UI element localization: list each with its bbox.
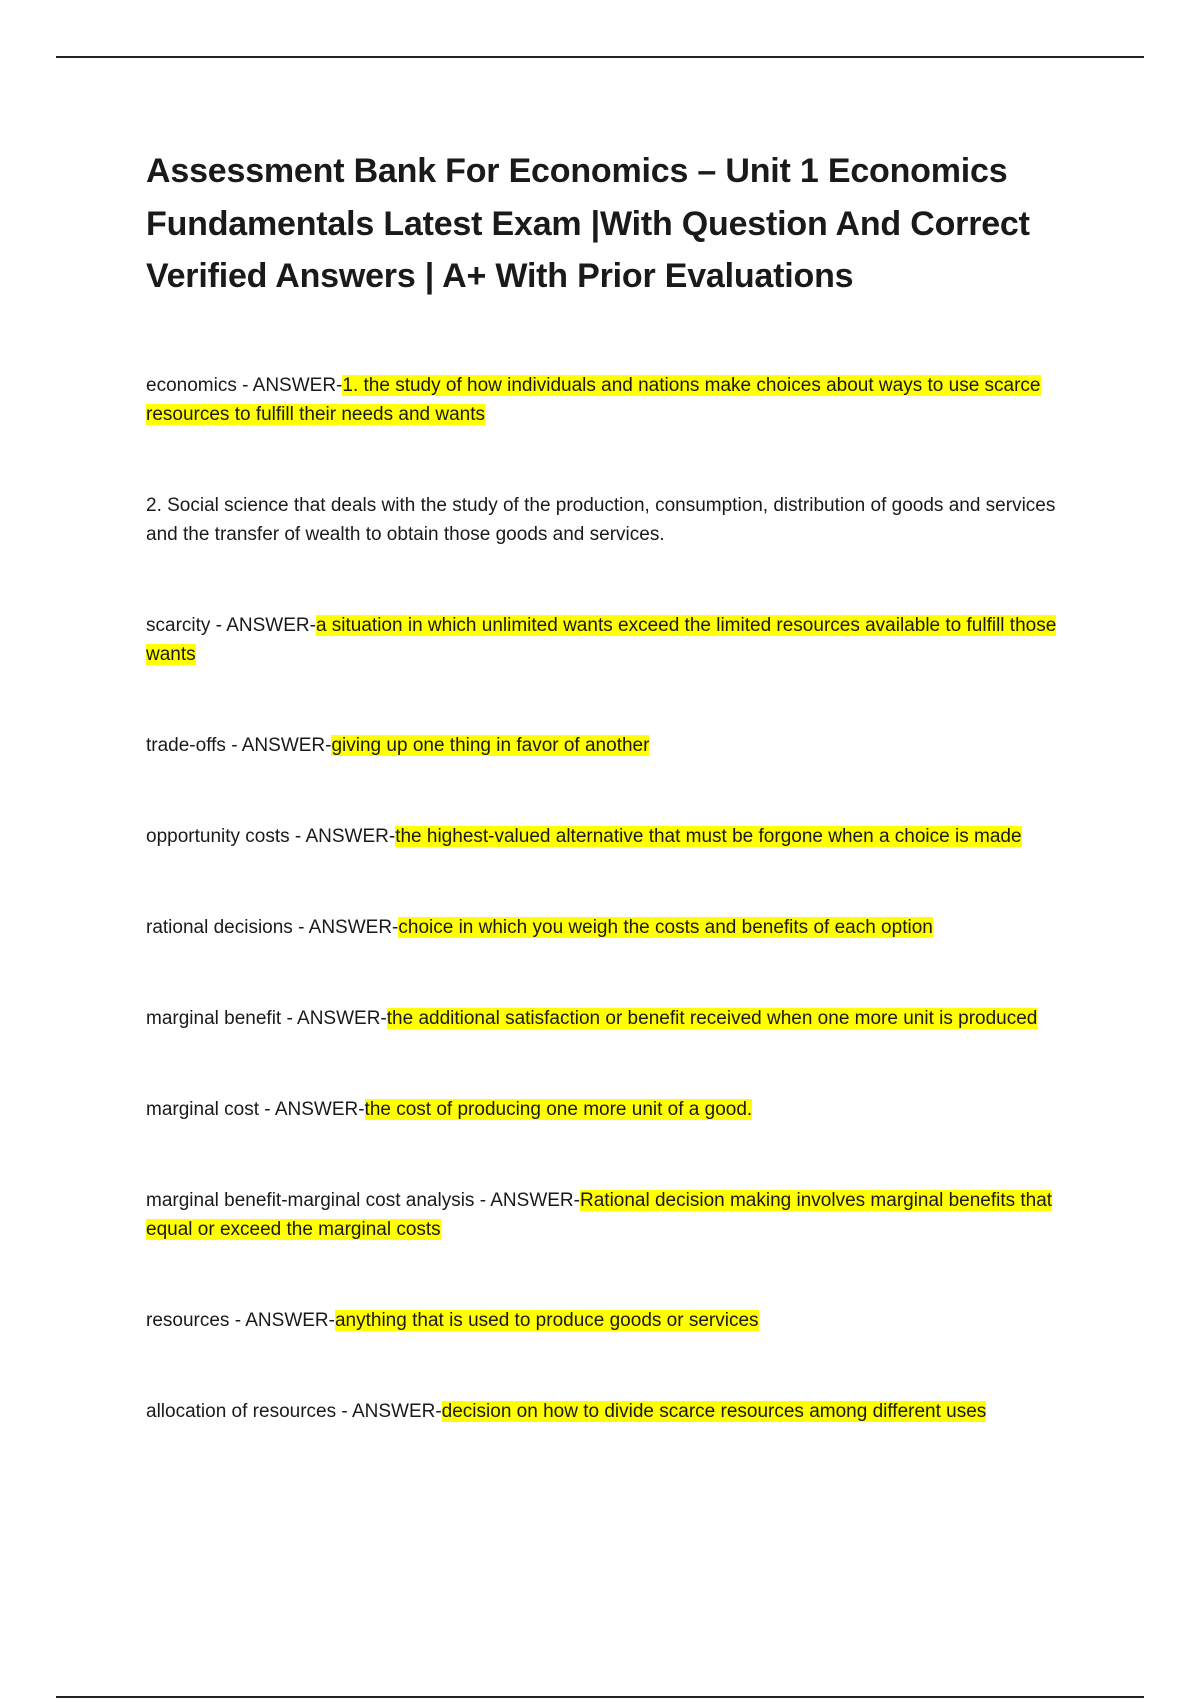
entry-answer-highlighted: 1. the study of how individuals and nations make choices about ways to use scarce resources to fulfill their needs and wants <box>146 374 1041 425</box>
entry-answer-highlighted: Rational decision making involves marginal benefits that equal or exceed the marginal costs <box>146 1189 1053 1240</box>
entry-allocation-of-resources <box>146 1397 1066 1426</box>
entry-term: resources - ANSWER- <box>146 1309 335 1331</box>
entry-term: trade-offs - ANSWER- <box>146 734 332 756</box>
entry-answer-highlighted: a situation in which unlimited wants exceed the limited resources available to fulfill those wants <box>146 614 1057 665</box>
entry-scarcity <box>146 611 1066 669</box>
entry-marginal-analysis <box>146 1186 1066 1244</box>
answer-list <box>146 371 1066 1426</box>
entry-term: marginal benefit - ANSWER- <box>146 1007 387 1029</box>
entry-term: marginal benefit-marginal cost analysis - ANSWER- <box>146 1189 580 1211</box>
entry-answer-highlighted: the cost of producing one more unit of a good. <box>364 1098 753 1120</box>
entry-term: economics - ANSWER- <box>146 374 343 396</box>
entry-answer-highlighted: choice in which you weigh the costs and benefits of each option <box>398 916 933 938</box>
bottom-rule <box>56 1696 1144 1698</box>
entry-answer-highlighted: giving up one thing in favor of another <box>331 734 650 756</box>
entry-answer-highlighted: the additional satisfaction or benefit received when one more unit is produced <box>386 1007 1038 1029</box>
entry-trade-offs <box>146 731 1066 760</box>
entry-term: rational decisions - ANSWER- <box>146 916 399 938</box>
entry-answer-highlighted: anything that is used to produce goods or services <box>334 1309 759 1331</box>
entry-resources <box>146 1306 1066 1335</box>
entry-economics <box>146 371 1066 429</box>
entry-marginal-cost <box>146 1095 1066 1124</box>
entry-term: allocation of resources - ANSWER- <box>146 1400 442 1422</box>
entry-marginal-benefit <box>146 1004 1066 1033</box>
entry-rational-decisions <box>146 913 1066 942</box>
entry-answer-highlighted: decision on how to divide scarce resources among different uses <box>441 1400 987 1422</box>
entry-answer-highlighted: the highest-valued alternative that must be forgone when a choice is made <box>395 825 1022 847</box>
entry-economics-definition-2 <box>146 491 1066 549</box>
entry-term: scarcity - ANSWER- <box>146 614 316 636</box>
document-body <box>146 145 1066 1426</box>
top-rule <box>56 56 1144 58</box>
entry-opportunity-costs <box>146 822 1066 851</box>
entry-term: opportunity costs - ANSWER- <box>146 825 396 847</box>
entry-answer: 2. Social science that deals with the study of the production, consumption, distribution of goods and services and the transfer of wealth to obtain those goods and services. <box>146 494 1056 545</box>
entry-term: marginal cost - ANSWER- <box>146 1098 365 1120</box>
document-title: Assessment Bank For Economics – Unit 1 Economics Fundamentals Latest Exam |With Question And Correct Verified Answers | A+ With Prior Evaluations <box>146 152 1030 295</box>
